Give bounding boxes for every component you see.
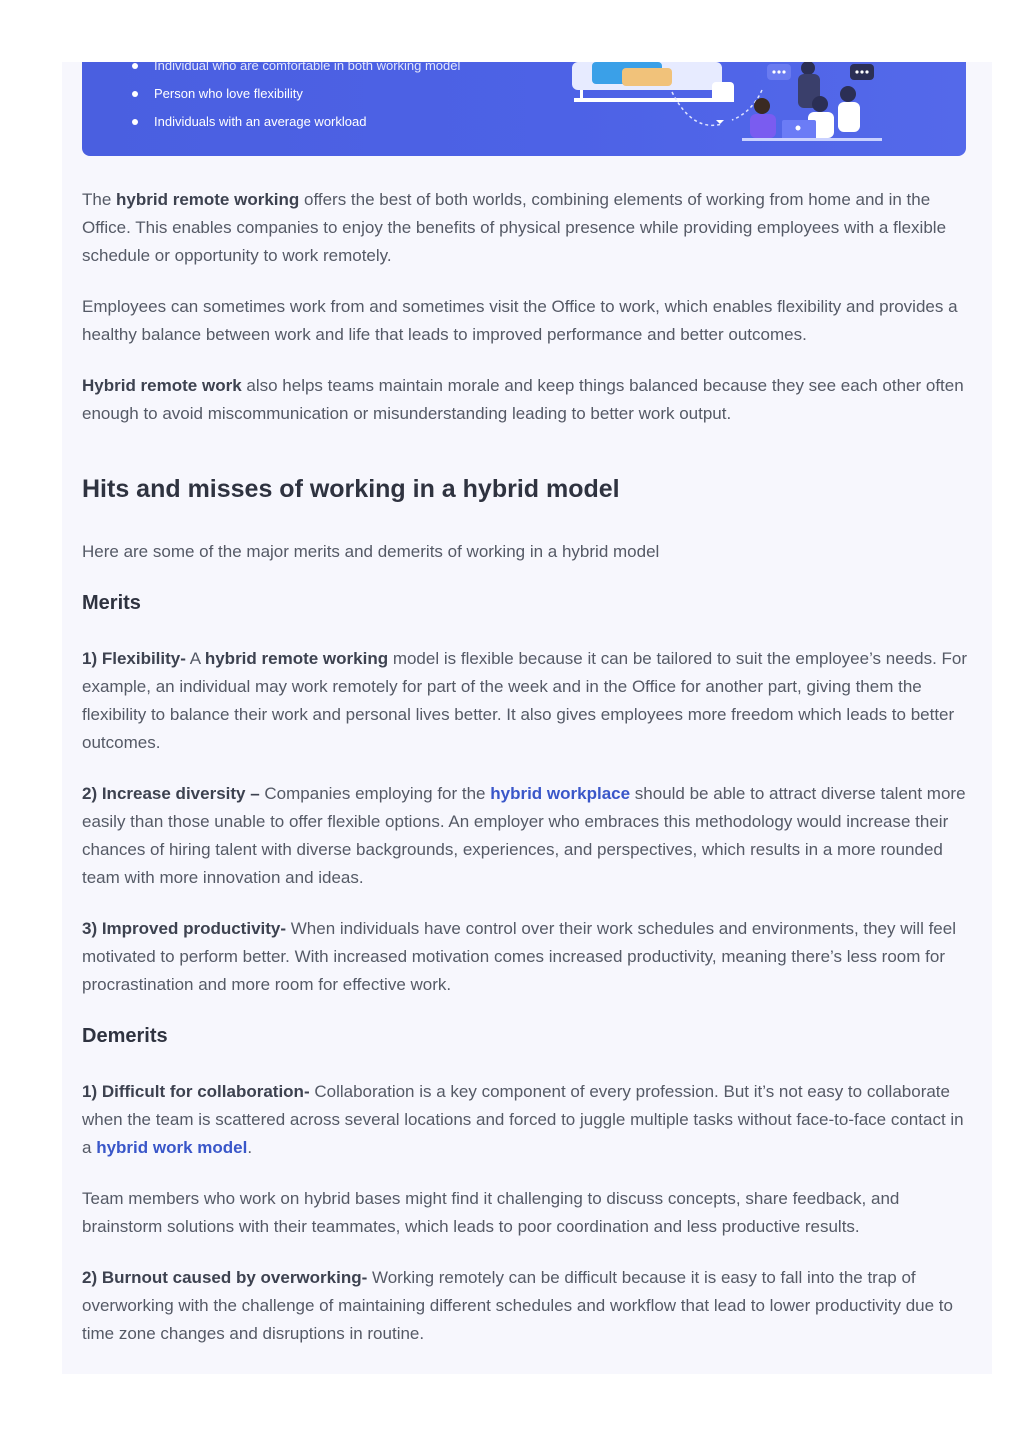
merit-label: 2) Increase diversity –	[82, 784, 260, 803]
text-run: The	[82, 190, 117, 209]
banner-list-item	[130, 62, 460, 80]
section-heading: Hits and misses of working in a hybrid model	[82, 475, 620, 503]
text-run: model is flexible because it can be tailored to suit the employee’s needs. For example, an individual may work remotely for part of the week and in the Office for another part, giving them the flexibility to balance their work and personal lives better. It also gives employees more freedom which leads to better outcomes.	[82, 649, 968, 752]
text-run: .	[247, 1138, 253, 1157]
banner-list-item	[130, 80, 460, 108]
demerit-label: 1) Difficult for collaboration-	[82, 1082, 310, 1101]
hybrid-work-model-link[interactable]: hybrid work model	[96, 1138, 248, 1157]
section-lead: Here are some of the major merits and demerits of working in a hybrid model	[82, 542, 660, 561]
text-run: When individuals have control over their work schedules and environments, they will feel motivated to perform better. With increased motivation comes increased productivity, meaning there’s less room for procrastination and more room for effective work.	[82, 919, 956, 994]
hybrid-workplace-link[interactable]: hybrid workplace	[490, 784, 631, 803]
article-body	[82, 186, 972, 1371]
demerits-heading: Demerits	[82, 1025, 168, 1047]
text-run: also helps teams maintain morale and keep things balanced because they see each other often enough to avoid miscommunication or misunderstanding leading to better work output.	[82, 376, 964, 423]
hero-banner	[82, 62, 966, 156]
people-collaborating-illustration	[562, 62, 892, 156]
banner-item-text: Person who love flexibility	[154, 86, 303, 101]
intro-paragraph-3	[82, 372, 972, 428]
demerit-burnout	[82, 1264, 972, 1348]
bold-keyword: hybrid remote working	[204, 649, 389, 668]
demerit-label: 2) Burnout caused by overworking-	[82, 1268, 368, 1287]
banner-item-text: Individuals with an average workload	[154, 114, 367, 129]
text-run: should be able to attract diverse talent more easily than those unable to offer flexible options. An employer who embraces this methodology would increase their chances of hiring talent with diverse backgrounds, experiences, and perspectives, which results in a more rounded team with more innovation and ideas.	[82, 784, 966, 887]
text-run: Companies employing for the	[259, 784, 491, 803]
text-run: A	[185, 649, 205, 668]
banner-list	[130, 62, 460, 136]
bullet-icon	[132, 119, 138, 125]
merit-label: 1) Flexibility-	[82, 649, 186, 668]
merit-label: 3) Improved productivity-	[82, 919, 287, 938]
demerit-collaboration-followup: Team members who work on hybrid bases might find it challenging to discuss concepts, share feedback, and brainstorm solutions with their teammates, which leads to poor coordination and less productive results.	[82, 1189, 900, 1236]
intro-paragraph-2: Employees can sometimes work from and sometimes visit the Office to work, which enables flexibility and provides a healthy balance between work and life that leads to improved performance and better outcomes.	[82, 297, 958, 344]
banner-list-item	[130, 108, 460, 136]
text-run: Collaboration is a key component of every profession. But it’s not easy to collaborate when the team is scattered across several locations and forced to juggle multiple tasks without face-to-face contact in a	[82, 1082, 964, 1157]
intro-paragraph-1	[82, 186, 972, 270]
bold-keyword: hybrid remote working	[116, 190, 300, 209]
merits-heading: Merits	[82, 592, 141, 614]
merit-diversity	[82, 780, 972, 892]
bullet-icon	[132, 91, 138, 97]
demerit-collaboration	[82, 1078, 972, 1162]
text-run: offers the best of both worlds, combining elements of working from home and in the Office. This enables companies to enjoy the benefits of physical presence while providing employees with a flexible schedule or opportunity to work remotely.	[82, 190, 947, 265]
text-run: Working remotely can be difficult because it is easy to fall into the trap of overworking with the challenge of maintaining different schedules and workflow that lead to lower productivity due to time zone changes and disruptions in routine.	[82, 1268, 953, 1343]
merit-flexibility	[82, 645, 972, 757]
banner-item-text: Individual who are comfortable in both working model	[154, 62, 461, 73]
bold-keyword: Hybrid remote work	[82, 376, 242, 395]
bullet-icon	[132, 63, 138, 69]
merit-productivity	[82, 915, 972, 999]
